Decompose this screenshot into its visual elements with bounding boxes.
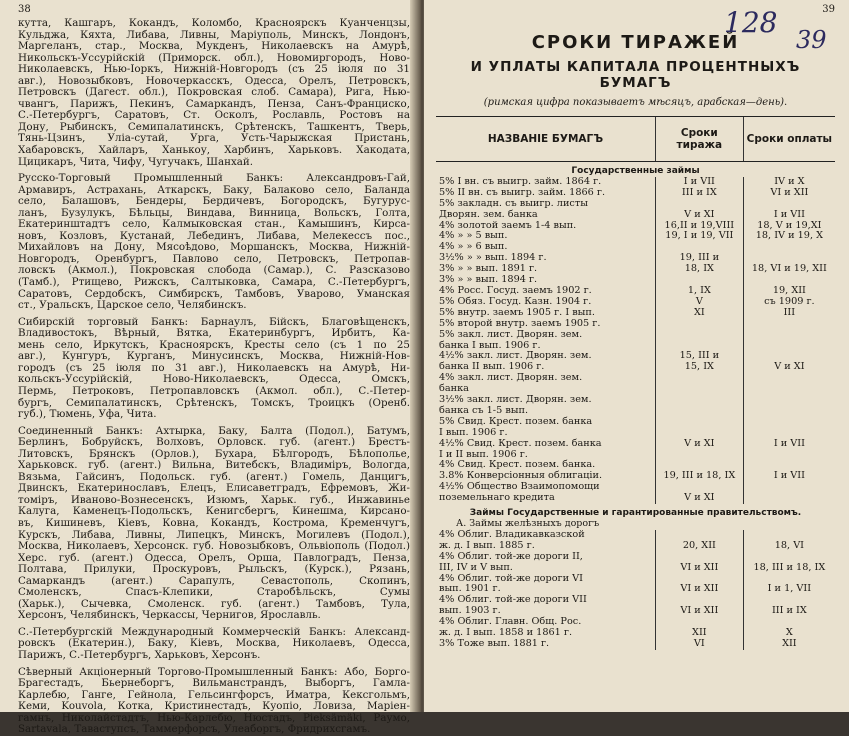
left-page xyxy=(0,0,418,736)
cell-name: 4% » » 6 вып. xyxy=(439,241,508,253)
text-line: Карлебю, Ганге, Гейнола, Гельсингфорсъ, Иматра, Кексгольмъ, xyxy=(18,688,410,701)
text-line: Цицикаръ, Чита, Чифу, Чугучакъ, Шанхай. xyxy=(18,155,254,168)
text-line: село, Балашовъ, Бендеры, Бердичевъ, Богородскъ, Бугурус- xyxy=(18,195,410,208)
cell-payment: 18, IV и 19, X xyxy=(743,231,835,242)
cell-name: 4½% закл. лист. Дворян. зем. xyxy=(439,350,592,362)
text-line: гамнъ, Николайстадтъ, Нью-Карлебю, Нюстадъ, Pieksämäki, Раумо, xyxy=(18,711,410,724)
cell-draw: 1, IX xyxy=(655,286,743,297)
cell-draw: XI xyxy=(655,308,743,319)
page-title-line1: СРОКИ ТИРАЖЕЙ xyxy=(531,32,740,53)
cell-name: 4% Облиг. Владикавказской xyxy=(439,528,585,540)
cell-payment xyxy=(743,242,835,253)
cell-name: III, IV и V вып. xyxy=(439,561,513,573)
text-line: Двинскъ, Екатеринославъ, Елецъ, Елисаветградъ, Ефремовъ, Жи- xyxy=(18,482,410,495)
cell-name: банка съ 1-5 вып. xyxy=(439,404,529,416)
cell-name: 3.8% Конверсіонныя облигаціи. xyxy=(439,470,603,482)
table-row xyxy=(436,330,835,341)
cell-payment xyxy=(743,482,835,493)
cell-payment: I и VII xyxy=(743,471,835,482)
text-line: новъ, Козловъ, Кустанай, Лебединъ, Либава, Мелекессъ пос., xyxy=(18,229,410,242)
cell-payment: IV и X xyxy=(743,177,835,188)
cell-name: 4% Свид. Крест. позем. банка. xyxy=(439,459,596,471)
cell-draw: 15, IX xyxy=(655,362,743,373)
cell-payment xyxy=(743,319,835,330)
cell-name: 3½% » » вып. 1894 г. xyxy=(439,252,547,264)
cell-name: 4% » » 5 вып. xyxy=(439,230,508,242)
cell-draw xyxy=(655,319,743,330)
text-line: Херсонъ, Челябинскъ, Черкассы, Чернигов, Ярославль. xyxy=(18,609,321,622)
cell-draw: VI и XII xyxy=(655,584,743,595)
cell-payment: 18, VI и 19, XII xyxy=(743,264,835,275)
text-line: Курскъ, Либава, Ливны, Липецкъ, Минскъ, Могилевъ (Подол.), xyxy=(18,528,410,541)
text-line: Саратовъ, Сердобскъ, Симбирскъ, Тамбовъ, Уварово, Уманская xyxy=(18,287,410,300)
text-line: городъ (съ 25 іюля по 31 авг.), Николаевскъ на Амурѣ, Ни- xyxy=(18,361,410,374)
cell-name: 5% второй внутр. заемъ 1905 г. xyxy=(439,317,601,329)
text-line: чвангъ, Парижъ, Пекинъ, Самаркандъ, Пенза, Санъ-Франциско, xyxy=(18,97,410,110)
table-row xyxy=(436,493,835,504)
cell-draw: 19, III и 18, IX xyxy=(655,471,743,482)
cell-draw xyxy=(655,450,743,461)
text-line: С.-Петербургъ, Саратовъ, Ст. Осколъ, Рославль, Ростовъ на xyxy=(18,109,410,122)
cell-draw xyxy=(655,330,743,341)
cell-payment: 19, XII xyxy=(743,286,835,297)
cell-draw: I и VII xyxy=(655,177,743,188)
left-page-number: 38 xyxy=(18,4,31,15)
cell-payment: съ 1909 г. xyxy=(743,297,835,308)
cell-payment: 18, VI xyxy=(743,541,835,552)
cell-name: I вып. 1906 г. xyxy=(439,426,508,438)
cell-payment: XII xyxy=(743,639,835,650)
cell-draw: 19, III и xyxy=(655,253,743,264)
text-line: Брагестадъ, Бьернеборгъ, Вильманстрандъ, Выборгъ, Гамла- xyxy=(18,677,410,690)
handwritten-number-2: 39 xyxy=(796,26,827,54)
right-page xyxy=(424,0,849,712)
cell-draw xyxy=(655,384,743,395)
cell-name: 3% Тоже вып. 1881 г. xyxy=(439,637,550,649)
text-line: ланъ, Бузулукъ, Бѣльцы, Виндава, Винница, Вольскъ, Голта, xyxy=(18,206,410,219)
cell-payment xyxy=(743,417,835,428)
text-paragraph xyxy=(18,18,410,168)
section-subheading: А. Займы желѣзныхъ дорогъ xyxy=(456,518,600,529)
cell-payment: V и XI xyxy=(743,362,835,373)
cell-draw: V и XI xyxy=(655,210,743,221)
cell-name: 4½% Свид. Крест. позем. банка xyxy=(439,437,602,449)
text-line: Хабаровскъ, Хайларъ, Ханькоу, Харбинъ, Харьковъ. Хакодата, xyxy=(18,144,410,157)
cell-name: вып. 1901 г. xyxy=(439,583,501,595)
cell-payment: X xyxy=(743,628,835,639)
page-subtitle: (римская цифра показываетъ мѣсяцъ, арабская—день). xyxy=(483,97,788,108)
cell-draw xyxy=(655,395,743,406)
text-line: С.-Петербургскій Международный Коммерческій Банкъ: Александ- xyxy=(18,625,410,638)
text-line: Кеми, Kouvola, Котка, Кристинестадъ, Куопіо, Ловиза, Маріен- xyxy=(18,700,410,713)
cell-name: поземельнаго кредита xyxy=(439,492,555,504)
text-line: Петровскъ (Дагест. обл.), Покровская слоб. Самара), Рига, Нью- xyxy=(18,86,410,99)
handwritten-number: 128 xyxy=(724,6,778,39)
text-line: ст., Уральскъ, Царское село, Челябинскъ. xyxy=(18,299,247,312)
text-line: Тянь-Цзинъ, Уліа-сутай, Урга, Усть-Чарыжская Пристань, xyxy=(18,132,410,145)
cell-name: ж. д. I вып. 1858 и 1861 г. xyxy=(439,627,573,639)
cell-name: 5% I вн. съ выигр. займ. 1864 г. xyxy=(439,175,602,187)
text-line: Sartavala, Таваступсъ, Таммерфорсъ, Улеаборгъ, Фридрихсгамъ. xyxy=(18,723,371,736)
cell-payment: VI и XII xyxy=(743,188,835,199)
schedule-table-body xyxy=(436,162,835,650)
cell-name: 4% Облиг. той-же дороги VII xyxy=(439,594,587,606)
table-row xyxy=(436,373,835,384)
cell-payment xyxy=(743,450,835,461)
text-line: (Харьк.), Сычевка, Смоленск. губ. (агент.) Тамбовъ, Тула, xyxy=(18,597,410,610)
text-paragraph xyxy=(18,627,410,662)
cell-payment: 18, III и 18, IX xyxy=(743,563,835,574)
text-line: Парижъ, С.-Петербургъ, Харьковъ, Херсонъ. xyxy=(18,648,261,661)
text-line: Сѣверный Акціонерный Торгово-Промышленный Банкъ: Або, Борго- xyxy=(18,665,410,678)
text-line: Пермь, Петроковъ, Петропавловскъ (Акмол. обл.), С.-Петер- xyxy=(18,384,410,397)
text-line: Никольскъ-Уссурійскій (Приморск. обл.), Новомиргородъ, Ново- xyxy=(18,51,410,64)
cell-payment xyxy=(743,552,835,563)
col-header-name: НАЗВАНІЕ БУМАГЪ xyxy=(436,117,655,162)
cell-name: 5% закл. лист. Дворян. зем. xyxy=(439,328,583,340)
text-line: Екатеринштадтъ село, Калмыковская стан., Камышинъ, Кирса- xyxy=(18,218,410,231)
cell-draw: III и IX xyxy=(655,188,743,199)
cell-name: ж. д. I вып. 1885 г. xyxy=(439,539,535,551)
cell-name: 3% » » вып. 1891 г. xyxy=(439,263,538,275)
page-title-line2: И УПЛАТЫ КАПИТАЛА ПРОЦЕНТНЫХЪ БУМАГЪ xyxy=(470,59,801,91)
text-line: въ, Кишиневъ, Кіевъ, Ковна, Кокандъ, Кострома, Кременчугъ, xyxy=(18,516,410,529)
cell-name: 3% » » вып. 1894 г. xyxy=(439,274,538,286)
cell-draw: 19, I и 19, VII xyxy=(655,231,743,242)
cell-payment xyxy=(743,384,835,395)
cell-draw: 20, XII xyxy=(655,541,743,552)
cell-name: 4% закл. лист. Дворян. зем. xyxy=(439,372,583,384)
cell-name: банка I вып. 1906 г. xyxy=(439,339,541,351)
cell-name: 5% Свид. Крест. позем. банка xyxy=(439,415,593,427)
text-line: Полтава, Прилуки, Проскуровъ, Рыльскъ, (Курск.), Рязань, xyxy=(18,563,410,576)
text-line: Кульджа, Кяхта, Либава, Ливны, Маріуполь, Минскъ, Лондонъ, xyxy=(18,28,410,41)
text-line: Самаркандъ (агент.) Сарапулъ, Севастополь, Скопинъ, xyxy=(18,574,410,587)
cell-name: вып. 1903 г. xyxy=(439,605,501,617)
cell-name: банка xyxy=(439,383,469,395)
text-line: Михайловъ на Дону, Мясоѣдово, Моршанскъ, Москва, Нижній- xyxy=(18,241,410,254)
text-line: авг.), Новозыбковъ, Новочеркасскъ, Одесса, Орелъ, Петровскъ, xyxy=(18,74,410,87)
cell-payment: III xyxy=(743,308,835,319)
cell-payment xyxy=(743,330,835,341)
cell-draw: VI и XII xyxy=(655,563,743,574)
text-line: Русско-Торговый Промышленный Банкъ: Александровъ-Гай, xyxy=(18,172,410,185)
cell-payment xyxy=(743,341,835,352)
text-line: Берлинъ, Бобруйскъ, Волховъ, Орловск. губ. (агент.) Брестъ- xyxy=(18,436,410,449)
text-line: Дону, Рыбинскъ, Семипалатинскъ, Срѣтенскъ, Ташкентъ, Тверь, xyxy=(18,120,410,133)
right-page-number: 39 xyxy=(822,4,835,15)
cell-payment: III и IX xyxy=(743,606,835,617)
table-row xyxy=(436,552,835,563)
text-line: Литовскъ, Брянскъ (Орлов.), Бухара, Бѣлгородъ, Бѣлополье, xyxy=(18,447,410,460)
cell-draw: V и XI xyxy=(655,493,743,504)
cell-name: 5% внутр. заемъ 1905 г. I вып. xyxy=(439,306,595,318)
cell-payment xyxy=(743,493,835,504)
text-paragraph xyxy=(18,317,410,421)
text-line: ловскъ (Акмол.), Покровская слобода (Самар.), С. Разсказово xyxy=(18,264,410,277)
cell-name: Дворян. зем. банка xyxy=(439,208,538,220)
cell-name: 3½% закл. лист. Дворян. зем. xyxy=(439,394,592,406)
text-line: мень село, Иркутскъ, Красноярскъ, Кресты село (съ 1 по 25 xyxy=(18,338,410,351)
cell-name: 4% Облиг. той-же дороги II, xyxy=(439,550,583,562)
text-line: Калуга, Каменецъ-Подольскъ, Кенигсбергъ, Кинешма, Кирсано- xyxy=(18,505,410,518)
cell-payment xyxy=(743,406,835,417)
text-line: Харьковск. губ. (агент.) Вильна, Витебскъ, Владиміръ, Вологда, xyxy=(18,459,410,472)
table-row xyxy=(436,563,835,574)
cell-draw xyxy=(655,373,743,384)
text-line: Соединенный Банкъ: Ахтырка, Баку, Балта (Подол.), Батумъ, xyxy=(18,424,410,437)
table-row xyxy=(436,439,835,450)
cell-draw: 18, IX xyxy=(655,264,743,275)
text-line: Николаевскъ, Нью-Іоркъ, Нижній-Новгородъ (съ 25 іюля по 31 xyxy=(18,63,410,76)
cell-draw: VI и XII xyxy=(655,606,743,617)
text-line: Херс. губ. (агент.) Одесса, Орелъ, Орша, Павлоградъ, Пенза, xyxy=(18,551,410,564)
cell-draw xyxy=(655,552,743,563)
cell-name: 4% Росс. Госуд. заемъ 1902 г. xyxy=(439,284,592,296)
text-line: Армавиръ, Астрахань, Аткарскъ, Баку, Балаково село, Баланда xyxy=(18,183,410,196)
text-line: ровскъ (Екатерин.), Баку, Кіевъ, Москва, Николаевъ, Одесса, xyxy=(18,637,410,650)
cell-draw xyxy=(655,417,743,428)
cell-name: 5% закладн. съ выигр. листы xyxy=(439,197,588,209)
cell-draw: XII xyxy=(655,628,743,639)
text-paragraph xyxy=(18,173,410,312)
cell-payment: 18, V и 19,XI xyxy=(743,221,835,232)
text-paragraph xyxy=(18,667,410,736)
cell-payment: I и VII xyxy=(743,210,835,221)
cell-name: 4% Облиг. Главн. Общ. Рос. xyxy=(439,616,582,628)
text-line: бургъ, Семипалатинскъ, Срѣтенскъ, Томскъ, Троицкъ (Оренб. xyxy=(18,396,410,409)
section-heading: Займы Государственные и гарантированные правительствомъ. xyxy=(469,508,802,519)
cell-draw xyxy=(655,406,743,417)
table-row xyxy=(436,199,835,210)
cell-payment: I и 1, VII xyxy=(743,584,835,595)
text-line: Новгородъ, Оренбургъ, Павлово село, Петровскъ, Петропав- xyxy=(18,252,410,265)
cell-name: I и II вып. 1906 г. xyxy=(439,448,528,460)
cell-draw xyxy=(655,199,743,210)
text-line: губ.), Тюмень, Уфа, Чита. xyxy=(18,408,157,421)
cell-draw: 16,II и 19,VIII xyxy=(655,221,743,232)
left-page-body xyxy=(18,18,410,736)
cell-name: банка II вып. 1906 г. xyxy=(439,361,545,373)
table-row xyxy=(436,210,835,221)
cell-name: 5% II вн. съ выигр. займ. 1866 г. xyxy=(439,186,606,198)
cell-payment: I и VII xyxy=(743,439,835,450)
text-line: томіръ, Иваново-Вознесенскъ, Изюмъ, Харьк. губ., Инжавинье xyxy=(18,493,410,506)
cell-name: 4% Облиг. той-же дороги VI xyxy=(439,572,583,584)
cell-payment xyxy=(743,395,835,406)
table-row xyxy=(436,319,835,330)
cell-draw: V и XI xyxy=(655,439,743,450)
cell-name: 5% Обяз. Госуд. Казн. 1904 г. xyxy=(439,295,592,307)
cell-draw: 15, III и xyxy=(655,351,743,362)
section-heading: Государственные займы xyxy=(571,166,700,176)
text-line: Маргеланъ, стар., Москва, Мукденъ, Николаевскъ на Амурѣ, xyxy=(18,40,410,53)
cell-payment xyxy=(743,373,835,384)
schedule-table xyxy=(436,116,835,650)
cell-name: 4% золотой заемъ 1-4 вып. xyxy=(439,219,577,231)
text-line: Владивостокъ, Вѣрный, Вятка, Екатеринбургъ, Ирбитъ, Ка- xyxy=(18,327,410,340)
text-line: Сибирскій торговый Банкъ: Барнаулъ, Бійскъ, Благовѣщенскъ, xyxy=(18,315,410,328)
text-line: Вязьма, Гайсинъ, Подольск. губ. (агент.) Гомель, Данцигъ, xyxy=(18,470,410,483)
text-line: (Тамб.), Ртищево, Рижскъ, Салтыковка, Самара, С.-Петербургъ, xyxy=(18,276,410,289)
table-row xyxy=(436,639,835,650)
text-line: Смоленскъ, Спасъ-Клепики, Старобѣльскъ, Сумы xyxy=(18,586,410,599)
text-line: кутта, Кашгаръ, Кокандъ, Коломбо, Красноярскъ Куанченцзы, xyxy=(18,17,410,29)
text-line: Москва, Николаевъ, Херсонск. губ. Новозыбковъ, Ольвіополь (Подол.) xyxy=(18,540,410,553)
cell-draw: V xyxy=(655,297,743,308)
text-line: кольскъ-Уссурійскій, Ново-Николаевскъ, Одесса, Омскъ, xyxy=(18,373,410,386)
col-header-draw: Сроки тиража xyxy=(655,117,743,162)
text-paragraph xyxy=(18,426,410,622)
cell-payment xyxy=(743,199,835,210)
text-line: авг.), Кунгуръ, Курганъ, Минусинскъ, Москва, Нижній-Нов- xyxy=(18,350,410,363)
cell-draw: VI xyxy=(655,639,743,650)
cell-name: 4½% Общество Взаимопомощи xyxy=(439,481,600,493)
col-header-payment: Сроки оплаты xyxy=(743,117,835,162)
